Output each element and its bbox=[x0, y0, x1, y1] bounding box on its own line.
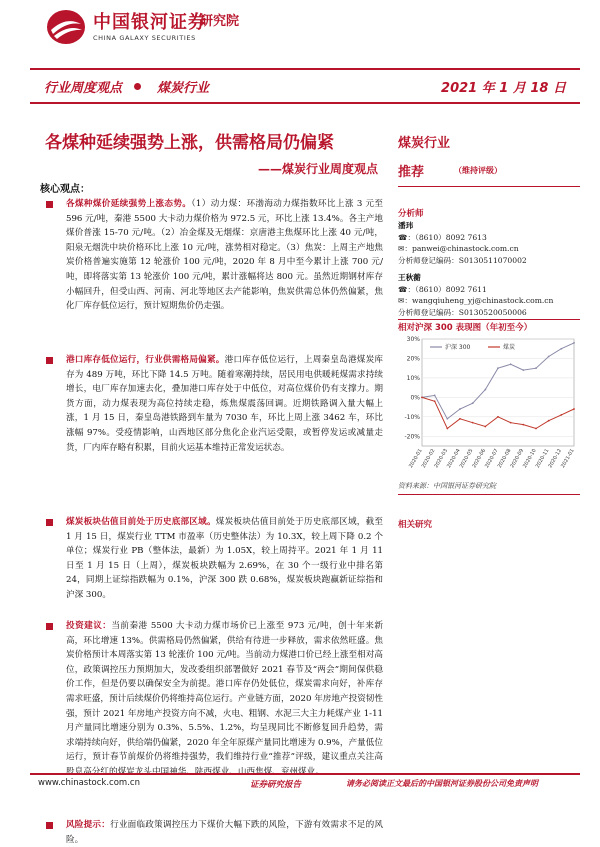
point-lead: 风险提示： bbox=[66, 820, 111, 830]
y-tick-label: 30% bbox=[406, 336, 420, 343]
report-title: 各煤种延续强势上涨，供需格局仍偏紧 bbox=[45, 133, 334, 153]
bullet-icon bbox=[46, 357, 53, 364]
sidebar-industry: 煤炭行业 bbox=[398, 136, 451, 151]
x-tick-label: 2020-09 bbox=[509, 448, 526, 470]
point-body: （1）动力煤：环渤海动力煤指数环比上涨 3 元至 596 元/吨，秦港 5500 大卡动力煤价格为 972.5 元，环比上涨 13.4%。各主产地煤价普涨 15-70 元/吨。（2）冶金煤及无烟煤：京唐港主焦煤环比上涨 40 元/吨，阳泉无烟洗中块价格环比上涨 10 元/吨，涨势相对稳定。（3）焦炭：上周主产地焦炭价格普遍实施第 12 轮涨价 100 元/吨，2020 年 8 月中至今累计上涨 700 元/吨，即将落实第 13 轮涨价 100 元/吨，累计涨幅将达 800 元。虽然近期钢材库存小幅回升，但受山西、河南、河北等地区去产能影响，焦炭供需总体仍然偏紧，焦化厂库存低位运行，预计短期焦价仍走强。 bbox=[66, 199, 383, 312]
point-investment-advice bbox=[38, 619, 383, 818]
data-point bbox=[522, 369, 524, 371]
footer-rule bbox=[30, 773, 580, 775]
galaxy-logo-icon bbox=[45, 8, 87, 46]
chart-source: 资料来源：中国银河证券研究院 bbox=[398, 482, 496, 490]
analyst-email[interactable]: ✉：wangqiuheng_yj@chinastock.com.cn bbox=[398, 296, 554, 306]
data-point bbox=[573, 408, 575, 410]
data-point bbox=[548, 420, 550, 422]
x-tick-label: 2020-10 bbox=[522, 448, 538, 470]
point-lead: 港口库存低位运行，行业供需格局偏紧。 bbox=[66, 355, 225, 365]
data-point bbox=[434, 395, 436, 397]
point-port-inventory bbox=[38, 353, 383, 515]
x-tick-label: 2020-11 bbox=[534, 448, 551, 470]
legend-label: 沪深 300 bbox=[445, 344, 471, 351]
y-tick-label: 0% bbox=[410, 394, 420, 402]
point-lead: 投资建议： bbox=[66, 621, 112, 631]
bullet-icon bbox=[46, 201, 53, 208]
brand-name-en: CHINA GALAXY SECURITIES bbox=[93, 33, 196, 42]
bullet-icon bbox=[46, 519, 53, 526]
rating-note: （维持评级） bbox=[454, 166, 502, 175]
report-type: 行业周度观点 bbox=[44, 80, 123, 96]
x-tick-label: 2020-05 bbox=[458, 448, 475, 470]
point-risk bbox=[38, 818, 383, 847]
relative-performance-chart bbox=[398, 333, 580, 478]
x-tick-label: 2020-01 bbox=[408, 448, 424, 470]
data-point bbox=[522, 424, 524, 426]
rating-value: 推荐 bbox=[398, 165, 425, 180]
brand-name-cn: 中国银河证券 bbox=[93, 11, 207, 33]
analyst-cert: 分析师登记编码：S0130511070002 bbox=[398, 255, 527, 265]
x-tick-label: 2021-01 bbox=[560, 448, 576, 470]
divider bbox=[398, 186, 580, 187]
data-point bbox=[560, 414, 562, 416]
data-point bbox=[510, 422, 512, 424]
divider bbox=[398, 319, 580, 320]
bullet-icon bbox=[46, 623, 53, 630]
report-header-bar bbox=[30, 68, 580, 104]
series-line-hs300 bbox=[422, 343, 574, 419]
analyst-card bbox=[398, 272, 553, 318]
data-point bbox=[472, 402, 474, 404]
analyst-phone: ☎：（8610）8092 7613 bbox=[398, 232, 487, 242]
y-tick-label: 20% bbox=[406, 355, 420, 363]
data-point bbox=[434, 400, 436, 402]
data-point bbox=[548, 356, 550, 358]
analyst-header: 分析师 bbox=[398, 209, 424, 219]
data-point bbox=[484, 389, 486, 391]
data-point bbox=[446, 428, 448, 430]
x-tick-label: 2020-06 bbox=[471, 448, 488, 470]
x-tick-label: 2020-08 bbox=[496, 448, 513, 470]
y-tick-label: -10% bbox=[404, 413, 420, 421]
data-point bbox=[573, 342, 575, 344]
institute-label: 研究院 bbox=[200, 14, 240, 29]
related-research-header: 相关研究 bbox=[398, 520, 433, 530]
data-point bbox=[459, 408, 461, 410]
legend-label: 煤炭 bbox=[503, 344, 516, 351]
divider bbox=[398, 494, 580, 495]
point-body: 行业面临政策调控压力下煤价大幅下跌的风险，下游有效需求不足的风险。 bbox=[66, 820, 383, 845]
data-point bbox=[472, 422, 474, 424]
series-line-coal bbox=[422, 397, 574, 428]
company-logo bbox=[45, 8, 207, 46]
x-tick-label: 2020-02 bbox=[420, 448, 437, 470]
chart-svg bbox=[398, 333, 580, 478]
data-point bbox=[421, 396, 423, 398]
core-points-label: 核心观点： bbox=[40, 184, 90, 195]
point-lead: 煤炭板块估值目前处于历史底部区域。 bbox=[66, 517, 216, 527]
point-body: 港口库存低位运行，上周秦皇岛港煤炭库存为 489 万吨，环比下降 14.5 万吨。随着寒潮持续，居民用电供暖耗煤需求持续增长，电厂库存加速去化，叠加港口库存处于中低位，对高位煤价仍有支撑力。期货方面，动力煤表现为高位持续走稳，炼焦煤震荡回调。近期铁路调入量大幅上涨，1 月 15 日，秦皇岛港铁路到车量为 7030 车，环比上周上涨 3462 车，环比涨幅 97%。受疫情影响，山西地区部分焦化企业汽运受限，或暂停发运或减量走货，厂内库存略有积累，目前火运基本维持正常发运状态。 bbox=[66, 355, 383, 453]
analyst-cert: 分析师登记编码：S0130520050006 bbox=[398, 307, 527, 317]
data-point bbox=[484, 426, 486, 428]
footer-doc-type: 证券研究报告 bbox=[250, 780, 302, 790]
data-point bbox=[535, 367, 537, 369]
point-lead: 各煤种煤价延续强势上涨态势。 bbox=[66, 199, 192, 209]
point-body: 煤炭板块估值目前处于历史底部区域，截至 1 月 15 日，煤炭行业 TTM 市盈率（历史整体法）为 10.3X，较上周下降 0.2 个单位；煤炭行业 PB（整体法，最新）为 1.05X，较上周持平。2021 年 1 月 11 日至 1 月 15 日（上周），煤炭板块跌幅为 2.69%，在 30 个一级行业中排名第 24，同期上证综指跌幅为 0.1%，沪深 300 跌 0.68%，煤炭板块跑赢新证综指和沪深 300。 bbox=[66, 517, 383, 600]
x-tick-label: 2020-07 bbox=[484, 448, 500, 470]
footer-url[interactable]: www.chinastock.com.cn bbox=[38, 778, 140, 788]
separator-dot bbox=[134, 83, 141, 90]
y-tick-label: -20% bbox=[404, 433, 420, 441]
chart-title: 相对沪深 300 表现图（年初至今） bbox=[398, 323, 533, 333]
analyst-card bbox=[398, 220, 527, 266]
analyst-email[interactable]: ✉：panwei@chinastock.com.cn bbox=[398, 244, 519, 254]
data-point bbox=[459, 418, 461, 420]
point-body: 当前秦港 5500 大卡动力煤市场价已上涨至 973 元/吨，创十年来新高，环比增速 13%。供需格局仍然偏紧，供给有待进一步释放，需求依然旺盛。焦炭价格预计本周落实第 13 轮涨价 100 元/吨。当前动力煤港口价已经上涨至相对高位，政策调控压力预期加大，发改委组织部署做好 2021 春节及“两会”期间保供稳价工作，但是仍要以确保安全为前提。港口库存仍处低位，煤炭需求向好，补库存需求旺盛，预计后续煤价仍将维持高位运行。产业链方面，2020 年房地产投资韧性强，预计 2021 年房地产投资方向不减，火电、粗钢、水泥三大主力耗煤产业 1-11 月产量同比增速分别为 0.3%、5.5%、1.2%，均呈现同比不断修复回升趋势，需求端持续向好，供给端仍偏紧，2020 年全年原煤产量同比增速为 0.9%，产量低位运行，预计春节前煤价仍将维持强势，我们维持行业“推荐”评级，建议重点关注高股息高分红的煤炭龙头中国神华、陕西煤业、山西焦煤、兖州煤业。 bbox=[66, 621, 383, 777]
bullet-icon bbox=[46, 822, 53, 829]
y-tick-label: 10% bbox=[406, 374, 420, 382]
report-industry: 煤炭行业 bbox=[157, 80, 210, 96]
data-point bbox=[497, 416, 499, 418]
x-tick-label: 2020-04 bbox=[446, 448, 462, 470]
report-subtitle: ——煤炭行业周度观点 bbox=[257, 162, 378, 176]
point-coal-prices bbox=[38, 197, 383, 353]
data-point bbox=[510, 363, 512, 365]
footer-disclaimer: 请务必阅读正文最后的中国银河证券股份公司免责声明 bbox=[346, 778, 538, 788]
analyst-name: 潘玮 bbox=[398, 221, 414, 230]
data-point bbox=[535, 428, 537, 430]
data-point bbox=[560, 348, 562, 350]
analyst-phone: ☎：（8610）8092 7611 bbox=[398, 284, 487, 294]
point-valuation bbox=[38, 515, 383, 619]
data-point bbox=[446, 418, 448, 420]
analyst-name: 王秋蘅 bbox=[398, 273, 421, 282]
rating-row bbox=[398, 161, 580, 181]
x-tick-label: 2020-03 bbox=[433, 448, 450, 470]
report-date: 2021 年 1 月 18 日 bbox=[441, 80, 566, 96]
x-tick-label: 2020-12 bbox=[547, 448, 564, 470]
data-point bbox=[497, 367, 499, 369]
